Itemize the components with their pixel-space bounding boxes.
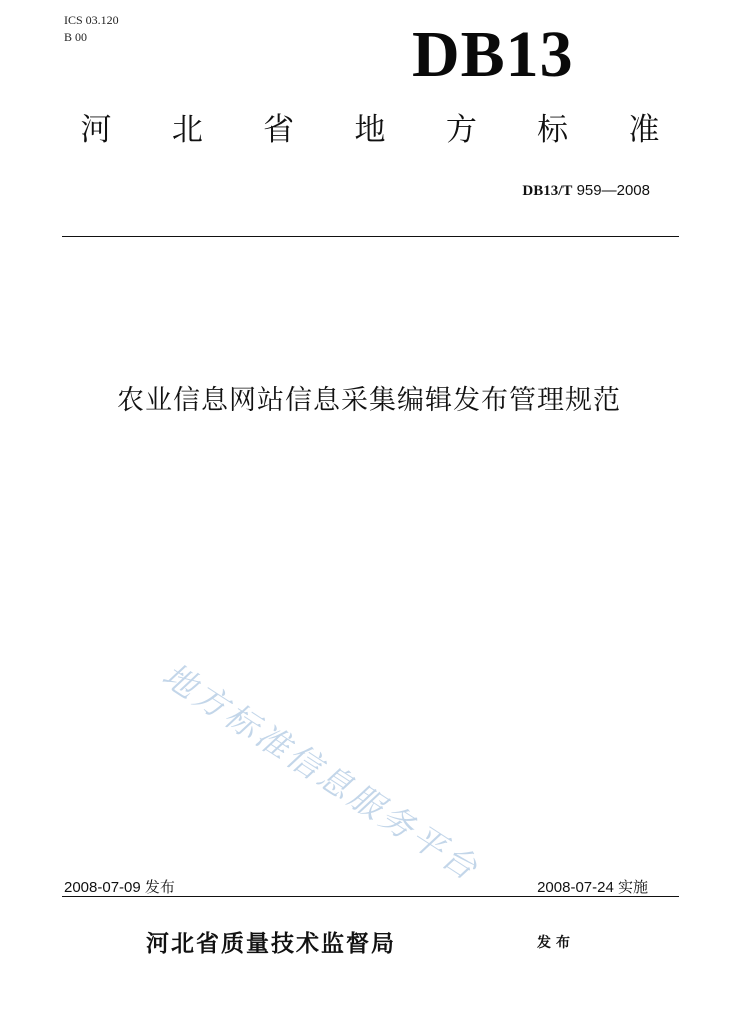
standard-type-title xyxy=(60,110,680,150)
effective-date: 2008-07-24 实施 xyxy=(537,879,648,896)
title-char: 河 xyxy=(80,112,112,148)
publish-date: 2008-07-09 发布 xyxy=(64,879,175,896)
standard-number-prefix: DB13/T xyxy=(522,183,573,199)
title-char: 标 xyxy=(537,112,569,148)
title-char: 地 xyxy=(354,112,386,148)
watermark-text: 地方标准信息服务平台 xyxy=(155,655,488,890)
document-title: 农业信息网站信息采集编辑发布管理规范 xyxy=(117,385,621,416)
issuing-authority: 河北省质量技术监督局 xyxy=(146,931,396,957)
top-divider xyxy=(62,236,679,237)
standard-number xyxy=(522,182,650,200)
title-char: 省 xyxy=(263,112,295,148)
ics-code: ICS 03.120 xyxy=(64,13,119,27)
title-char: 方 xyxy=(445,112,477,148)
standard-logo: DB13 xyxy=(412,18,574,91)
standard-number-value: 959—2008 xyxy=(572,182,650,199)
issue-label: 发布 xyxy=(537,935,575,951)
ccs-code: B 00 xyxy=(64,30,88,44)
title-char: 北 xyxy=(171,112,203,148)
title-char: 准 xyxy=(628,112,660,148)
bottom-divider xyxy=(62,896,679,897)
classification-codes xyxy=(64,12,119,46)
